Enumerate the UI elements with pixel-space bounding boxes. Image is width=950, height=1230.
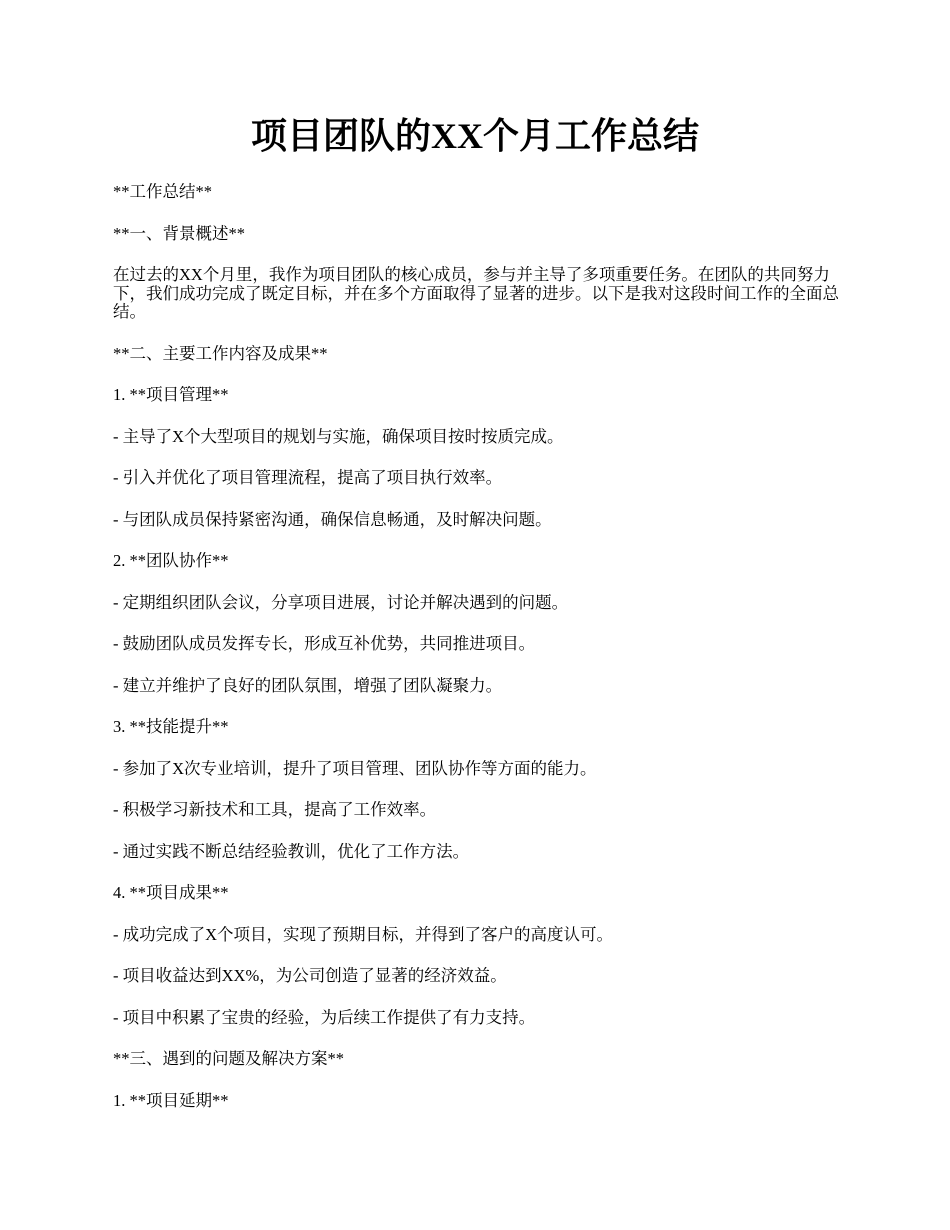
- list-item: - 鼓励团队成员发挥专长，形成互补优势，共同推进项目。: [113, 634, 536, 653]
- subheading-team-collaboration: 2. **团队协作**: [113, 551, 229, 570]
- list-item: - 项目中积累了宝贵的经验，为后续工作提供了有力支持。: [113, 1007, 536, 1027]
- subheading-project-management: 1. **项目管理**: [113, 385, 229, 404]
- subheading-skill-improvement: 3. **技能提升**: [113, 717, 229, 736]
- background-paragraph: 在过去的XX个月里，我作为项目团队的核心成员，参与并主导了多项重要任务。在团队的共同努力下，我们成功完成了既定目标，并在多个方面取得了显著的进步。以下是我对这段时间工作的全面总结。: [113, 265, 839, 321]
- subheading-project-results: 4. **项目成果**: [113, 883, 229, 902]
- list-item: - 主导了X个大型项目的规划与实施，确保项目按时按质完成。: [113, 426, 564, 446]
- document-title: 项目团队的XX个月工作总结: [251, 116, 699, 156]
- heading-summary: **工作总结**: [113, 182, 212, 201]
- document-body: [113, 183, 841, 1133]
- list-item: - 参加了X次专业培训，提升了项目管理、团队协作等方面的能力。: [113, 758, 597, 778]
- list-item: - 与团队成员保持紧密沟通，确保信息畅通，及时解决问题。: [113, 509, 552, 529]
- subheading-project-delay: 1. **项目延期**: [113, 1090, 229, 1110]
- heading-problems-solutions: **三、遇到的问题及解决方案**: [113, 1049, 344, 1068]
- list-item: - 引入并优化了项目管理流程，提高了项目执行效率。: [113, 468, 503, 487]
- heading-background: **一、背景概述**: [113, 223, 245, 243]
- list-item: - 通过实践不断总结经验教训，优化了工作方法。: [113, 841, 470, 861]
- list-item: - 定期组织团队会议，分享项目进展，讨论并解决遇到的问题。: [113, 592, 569, 612]
- heading-main-work: **二、主要工作内容及成果**: [113, 343, 328, 363]
- list-item: - 成功完成了X个项目，实现了预期目标，并得到了客户的高度认可。: [113, 924, 614, 944]
- list-item: - 建立并维护了良好的团队氛围，增强了团队凝聚力。: [113, 675, 503, 695]
- list-item: - 项目收益达到XX%，为公司创造了显著的经济效益。: [113, 966, 507, 985]
- list-item: - 积极学习新技术和工具，提高了工作效率。: [113, 800, 437, 819]
